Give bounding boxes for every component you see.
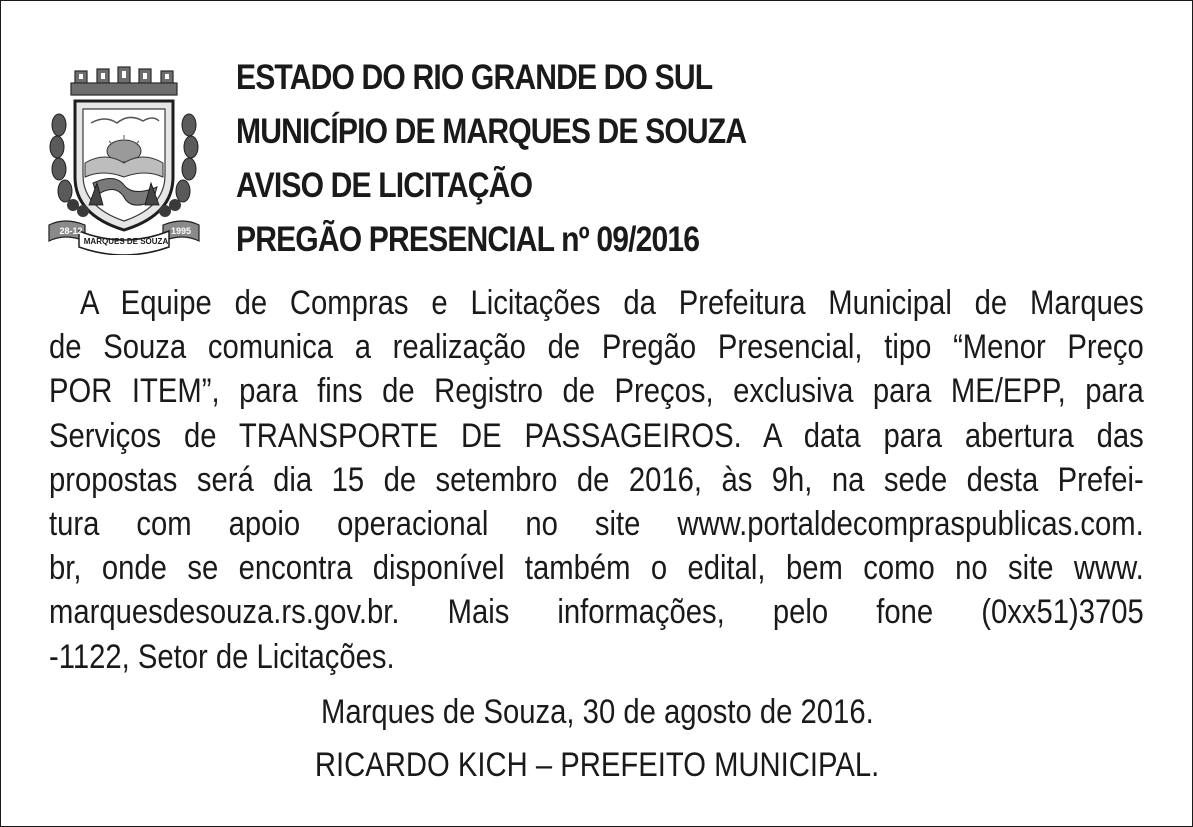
heading-procurement-number: PREGÃO PRESENCIAL nº 09/2016 — [236, 220, 700, 259]
heading-notice-type: AVISO DE LICITAÇÃO — [236, 166, 533, 205]
body-line: br, onde se encontra disponível também o edital, bem como no site www. — [49, 549, 1144, 588]
body-line: marquesdesouza.rs.gov.br. Mais informações, pelo fone (0xx51)3705 — [49, 593, 1144, 632]
heading-municipality: MUNICÍPIO DE MARQUES DE SOUZA — [236, 112, 747, 151]
notice-heading — [236, 51, 829, 267]
body-line: propostas será dia 15 de setembro de 2016, às 9h, na sede desta Prefei- — [49, 460, 1144, 499]
notice-signer — [1, 746, 1193, 785]
body-line: Serviços de TRANSPORTE DE PASSAGEIROS. A data para abertura das — [49, 416, 1144, 455]
body-line: de Souza comunica a realização de Pregão Presencial, tipo “Menor Preço — [49, 328, 1144, 367]
signer-text: RICARDO KICH – PREFEITO MUNICIPAL. — [315, 746, 880, 784]
notice-body — [49, 281, 1144, 679]
body-line: POR ITEM”, para fins de Registro de Preços, exclusiva para ME/EPP, para — [49, 372, 1144, 411]
crest-ribbon-text: MARQUES DE SOUZA — [83, 237, 169, 246]
notice-date — [1, 693, 1193, 732]
body-line: -1122, Setor de Licitações. — [49, 637, 395, 676]
heading-state: ESTADO DO RIO GRANDE DO SUL — [236, 58, 713, 97]
crest-year-right: 1995 — [170, 226, 192, 236]
body-line: tura com apoio operacional no site www.portaldecompraspublicas.com. — [49, 505, 1144, 544]
date-text: Marques de Souza, 30 de agosto de 2016. — [321, 693, 874, 731]
body-line: A Equipe de Compras e Licitações da Prefeitura Municipal de Marques — [79, 284, 1144, 322]
crest-year-left: 28-12 — [59, 226, 83, 236]
